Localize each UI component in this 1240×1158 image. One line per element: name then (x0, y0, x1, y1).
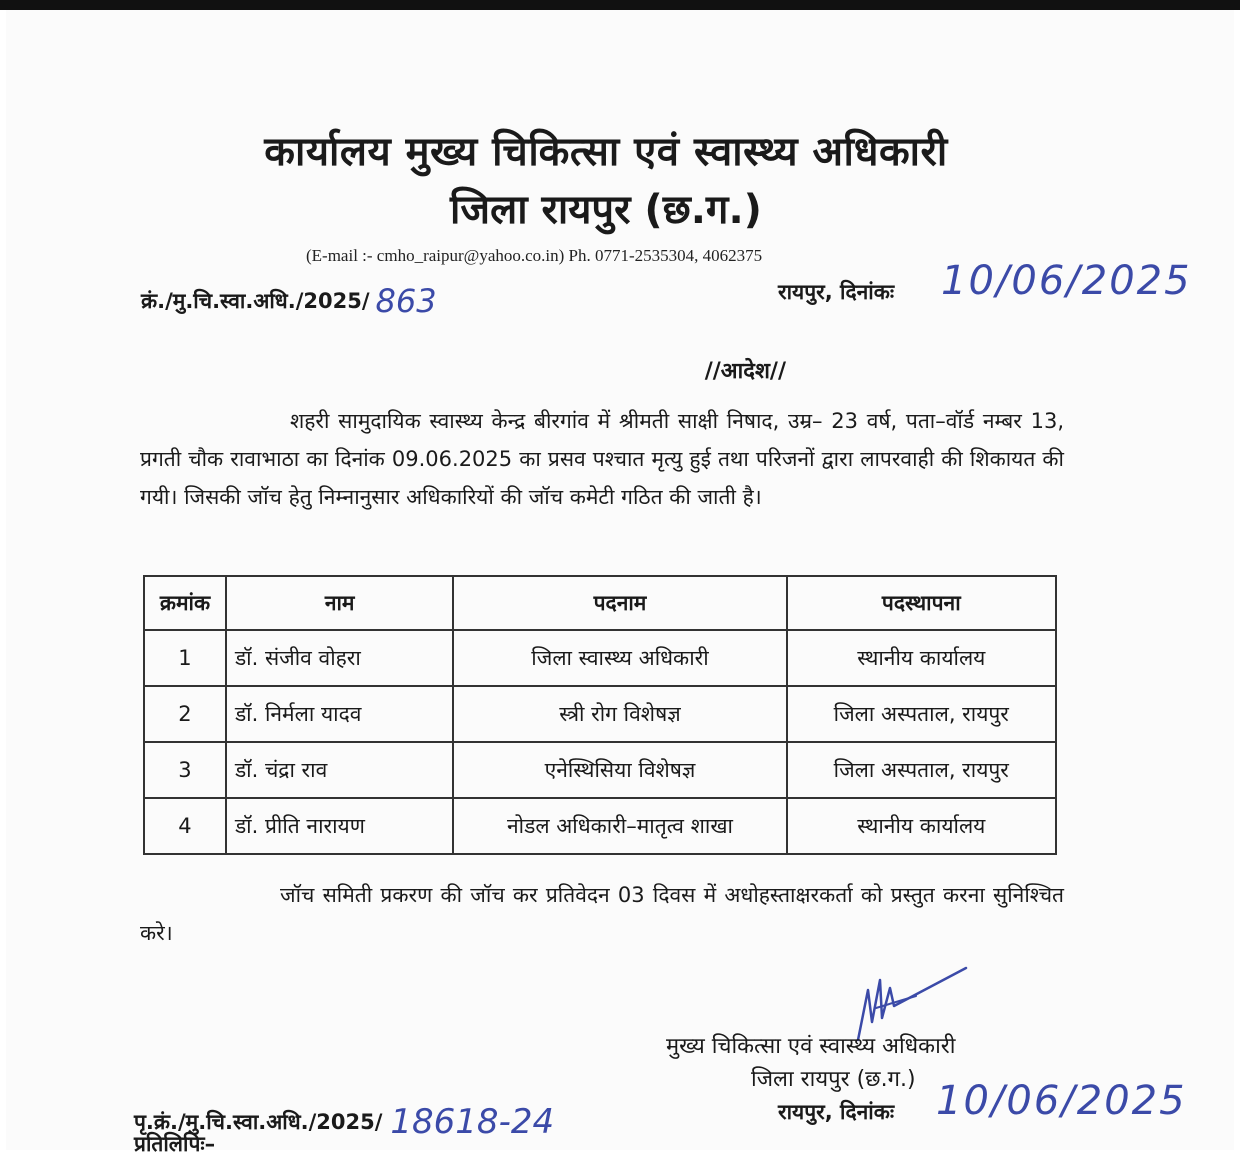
cell-designation: जिला स्वास्थ्य अधिकारी (453, 630, 786, 686)
cell-posting: जिला अस्पताल, रायपुर (787, 742, 1056, 798)
handwritten-signature-date: 10/06/2025 (936, 1078, 1187, 1124)
order-body-paragraph (140, 402, 1064, 516)
cell-name: डॉ. प्रीति नारायण (226, 798, 453, 854)
handwritten-endorsement-number: 18618-24 (390, 1102, 555, 1142)
cell-designation: नोडल अधिकारी–मातृत्व शाखा (453, 798, 786, 854)
cell-serial: 2 (144, 686, 226, 742)
cell-serial: 4 (144, 798, 226, 854)
cell-name: डॉ. निर्मला यादव (226, 686, 453, 742)
cell-posting: स्थानीय कार्यालय (787, 798, 1056, 854)
endorsement-label: पृ.क्रं./मु.चि.स्वा.अधि./2025/ (134, 1110, 383, 1134)
order-heading: //आदेश// (704, 359, 786, 384)
table-row (144, 798, 1056, 854)
reference-number (141, 278, 437, 320)
cell-posting: जिला अस्पताल, रायपुर (787, 686, 1056, 742)
signature-date-label: रायपुर, दिनांकः (778, 1100, 895, 1124)
cell-posting: स्थानीय कार्यालय (787, 630, 1056, 686)
header-designation: पदनाम (453, 576, 786, 630)
reference-label: क्रं./मु.चि.स्वा.अधि./2025/ (141, 289, 370, 313)
cell-serial: 1 (144, 630, 226, 686)
district-title: जिला रायपुर (छ.ग.) (450, 187, 762, 233)
header-serial: क्रमांक (144, 576, 226, 630)
cell-name: डॉ. संजीव वोहरा (226, 630, 453, 686)
contact-line: (E-mail :- cmho_raipur@yahoo.co.in) Ph. 0771-2535304, 4062375 (306, 246, 763, 265)
order-body-text: शहरी सामुदायिक स्वास्थ्य केन्द्र बीरगांव में श्रीमती साक्षी निषाद, उम्र– 23 वर्ष, पता–वॉर्ड नम्बर 13, प्रगती चौक रावाभाठा का दिनांक 09.06.2025 का प्रसव पश्चात मृत्यु हुई तथा परिजनों द्वारा लापरवाही की शिकायत की गयी। जिसकी जॉच हेतु निम्नानुसार अधिकारियों की जॉच कमेटी गठित की जाती है। (140, 409, 1064, 509)
header-name: नाम (226, 576, 453, 630)
handwritten-date: 10/06/2025 (941, 258, 1192, 304)
date-label: रायपुर, दिनांकः (778, 280, 895, 304)
cell-name: डॉ. चंद्रा राव (226, 742, 453, 798)
cell-serial: 3 (144, 742, 226, 798)
signatory-designation: मुख्य चिकित्सा एवं स्वास्थ्य अधिकारी (666, 1034, 956, 1059)
handwritten-reference-number: 863 (375, 282, 437, 320)
copy-to-label: प्रतिलिपिः– (134, 1132, 216, 1156)
table-row (144, 686, 1056, 742)
top-dark-edge (0, 0, 1240, 10)
table-row (144, 630, 1056, 686)
table-header-row (144, 576, 1056, 630)
cell-designation: एनेस्थिसिया विशेषज्ञ (453, 742, 786, 798)
header-posting: पदस्थापना (787, 576, 1056, 630)
instruction-text: जॉच समिती प्रकरण की जॉच कर प्रतिवेदन 03 दिवस में अधोहस्ताक्षरकर्ता को प्रस्तुत करना सुनिश्चित करे। (140, 883, 1064, 945)
cell-designation: स्त्री रोग विशेषज्ञ (453, 686, 786, 742)
order-document (6, 10, 1234, 1156)
committee-table (143, 575, 1057, 855)
office-title: कार्यालय मुख्य चिकित्सा एवं स्वास्थ्य अधिकारी (264, 129, 948, 175)
instruction-paragraph (140, 876, 1064, 952)
signatory-district: जिला रायपुर (छ.ग.) (751, 1067, 916, 1092)
table-row (144, 742, 1056, 798)
